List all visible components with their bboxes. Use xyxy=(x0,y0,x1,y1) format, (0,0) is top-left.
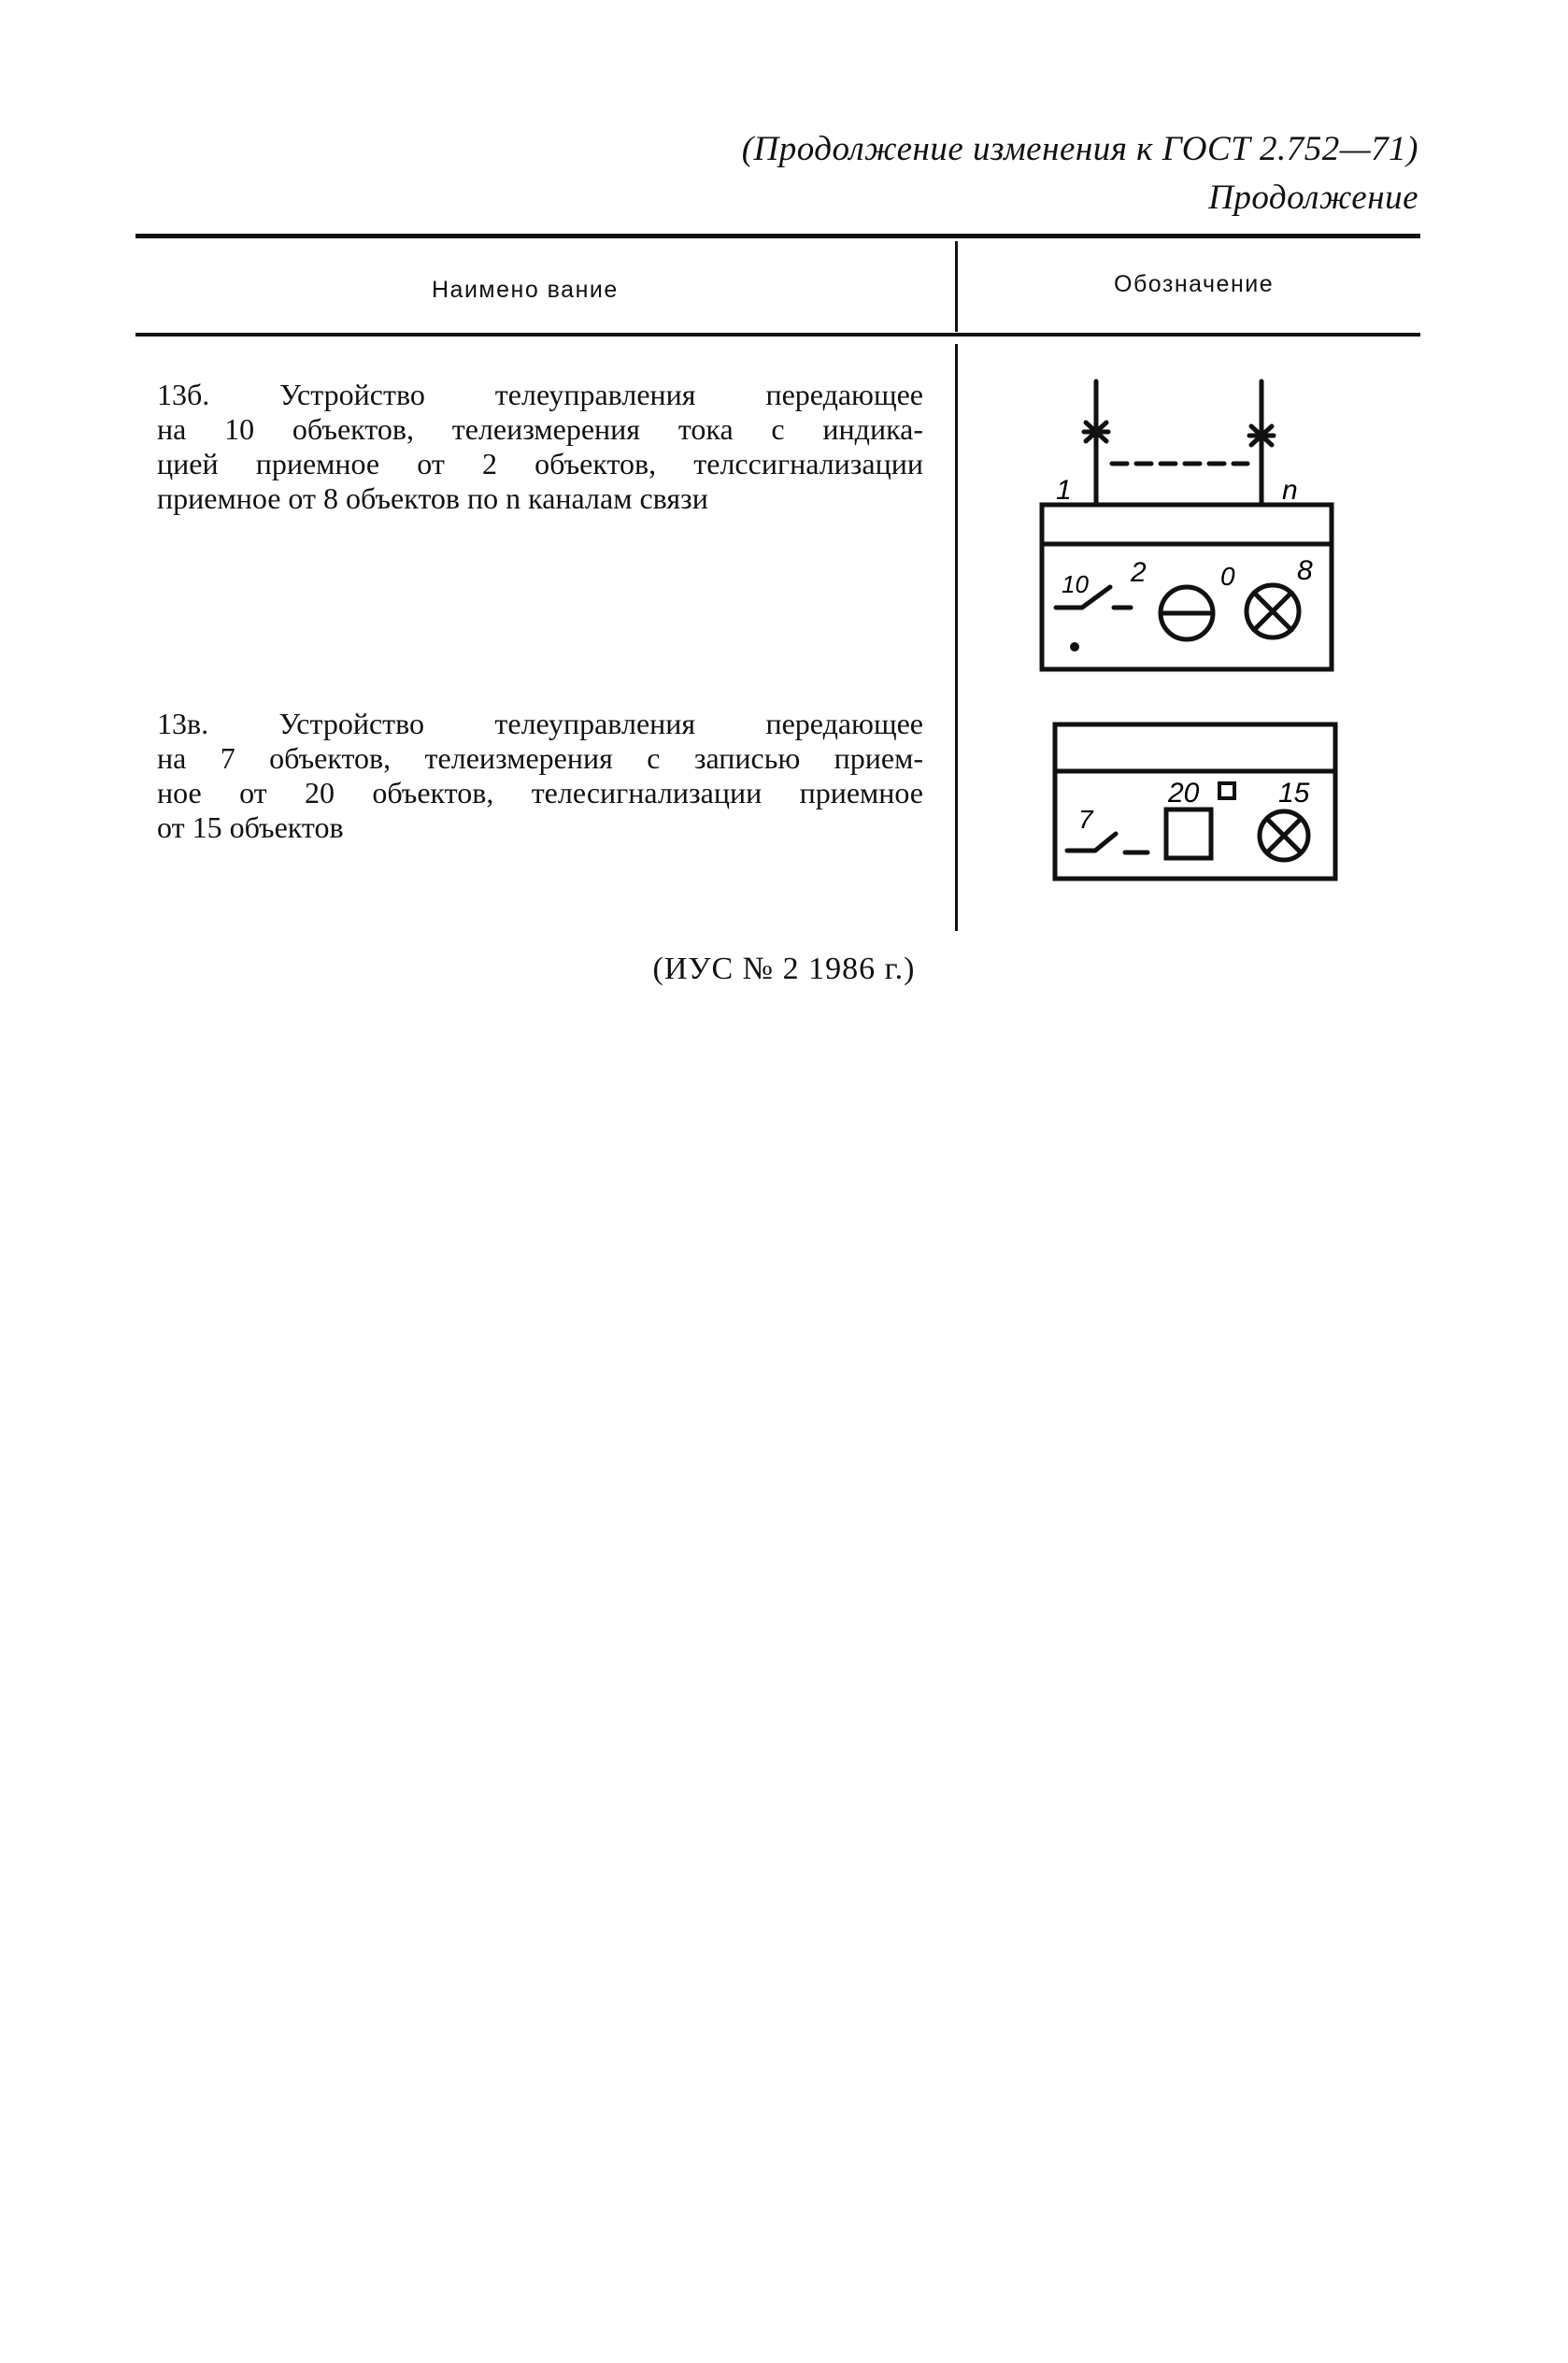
row-13v-line-3: ное от 20 объектов, телесигнализации приемное xyxy=(157,776,923,809)
table-top-rule xyxy=(135,234,1420,238)
label-measure-count: 2 xyxy=(1131,557,1147,588)
row-13b-line-3: цией приемное от 2 объектов, телссигнализации xyxy=(157,447,923,480)
row-13b-line-2: на 10 объектов, телеизмерения тока с индика- xyxy=(157,412,923,446)
column-header-designation: Обозначение xyxy=(1114,271,1275,297)
row-13b-line-4: приемное от 8 объектов по n каналам связи xyxy=(157,481,708,515)
continuation-title: (Продолжение изменения к ГОСТ 2.752—71) xyxy=(741,130,1418,168)
row-13b-line-1: 13б. Устройство телеуправления передающее xyxy=(157,378,923,411)
label-measure-sub: 0 xyxy=(1220,562,1235,591)
telecontrol-device-symbol-13v xyxy=(1050,720,1349,888)
body-column-divider xyxy=(955,344,958,931)
header-column-divider xyxy=(955,241,958,332)
row-13v-line-1: 13в. Устройство телеуправления передающее xyxy=(157,707,923,740)
label-channel-1: 1 xyxy=(1056,475,1072,506)
footer-note: (ИУС № 2 1986 г.) xyxy=(652,952,916,986)
row-13v-line-2: на 7 объектов, телеизмерения с записью прием- xyxy=(157,741,923,775)
table-row xyxy=(157,707,923,845)
label-control-count-13v: 7 xyxy=(1078,805,1093,834)
dot-marker xyxy=(1070,642,1079,652)
label-record-count: 20 xyxy=(1168,778,1200,809)
table-row xyxy=(157,378,923,516)
label-channel-n: n xyxy=(1282,475,1298,506)
label-signal-count: 8 xyxy=(1297,555,1313,586)
row-13v-line-4: от 15 объектов xyxy=(157,810,344,844)
label-signal-count-13v: 15 xyxy=(1278,778,1310,809)
table-header-rule xyxy=(135,333,1420,337)
telecontrol-device-symbol-13b xyxy=(1037,374,1346,682)
column-header-name: Наимено вание xyxy=(432,277,619,303)
continuation-label: Продолжение xyxy=(1208,179,1418,217)
label-control-count: 10 xyxy=(1062,570,1089,598)
